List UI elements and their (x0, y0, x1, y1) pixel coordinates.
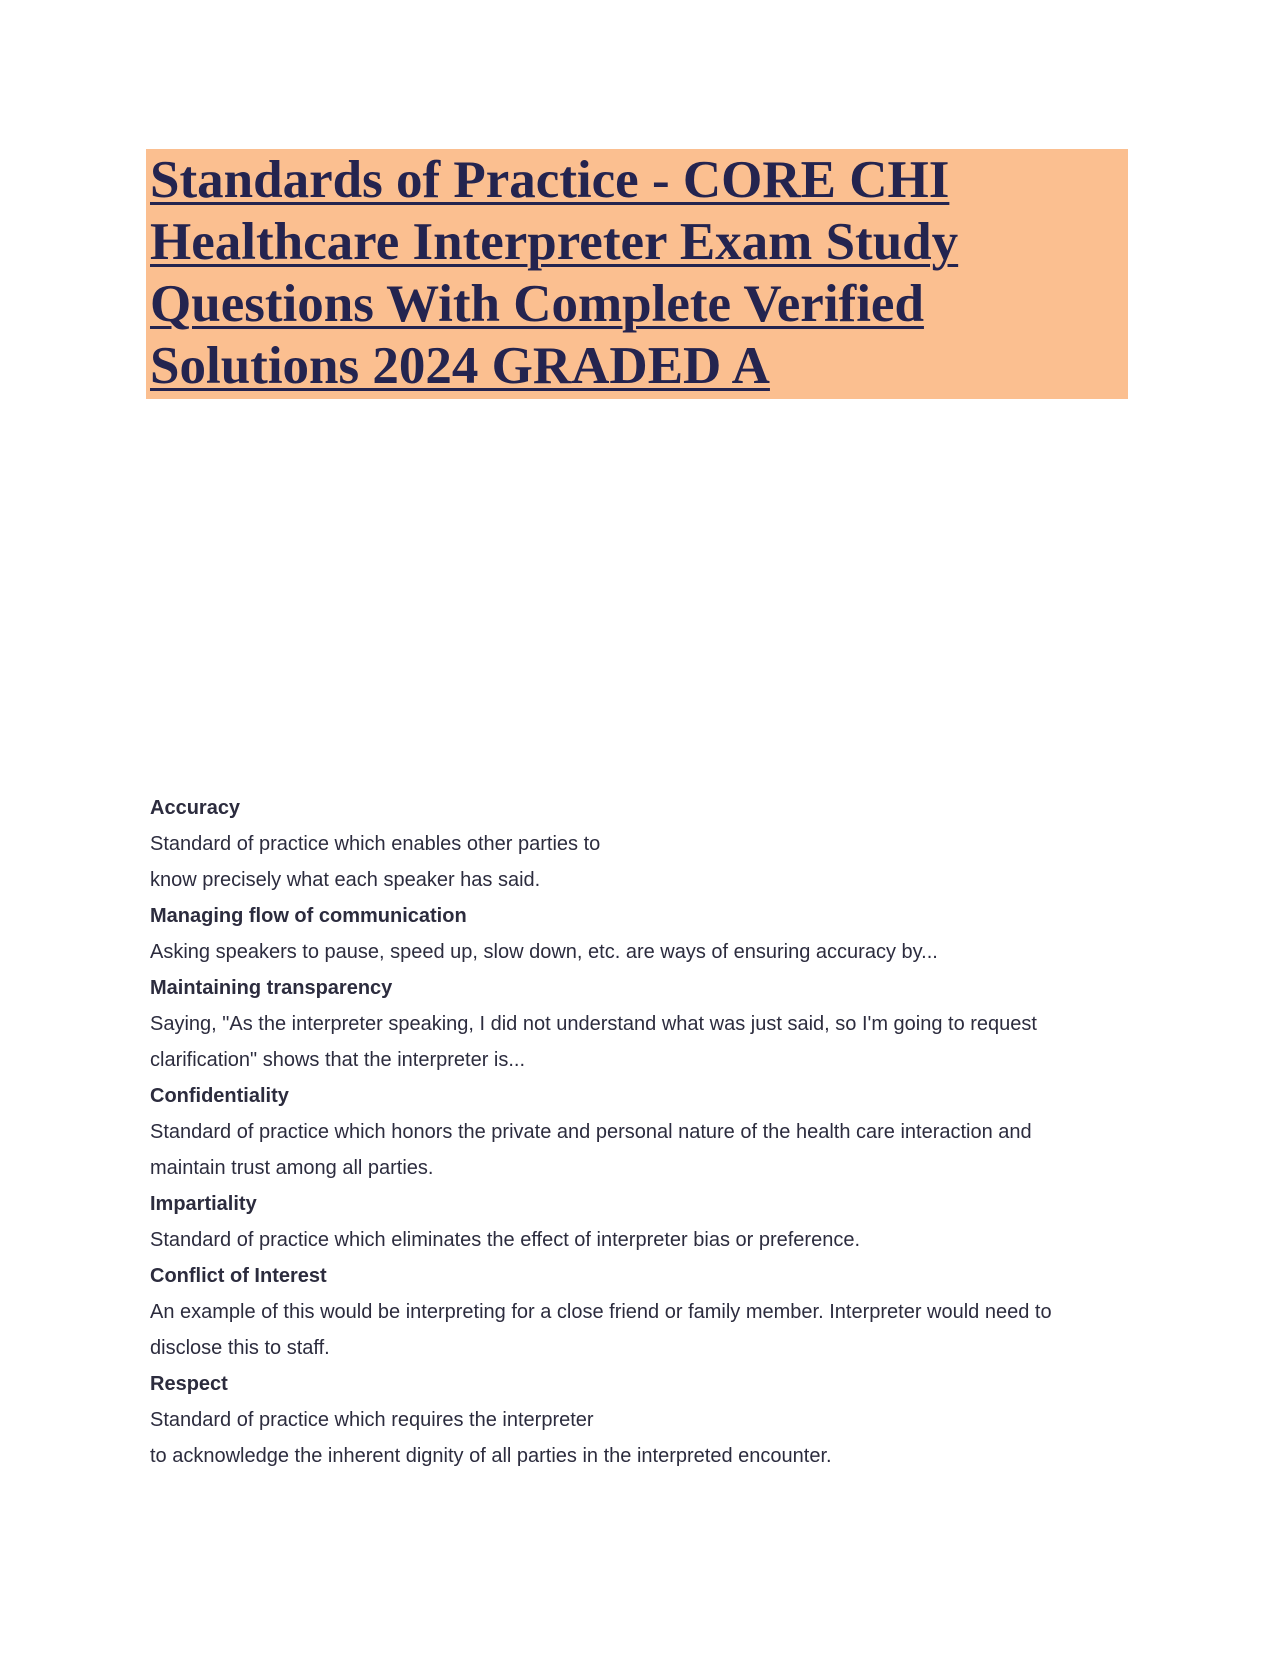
title-line: Questions With Complete Verified (150, 275, 924, 333)
definition-line: Standard of practice which enables other parties to (150, 833, 601, 855)
definition-line: An example of this would be interpreting for a close friend or family member. Interpreter would need to (150, 1301, 1052, 1323)
definition-line: Standard of practice which eliminates the effect of interpreter bias or preference. (150, 1229, 861, 1251)
definition-line: Standard of practice which honors the private and personal nature of the health care interaction and (150, 1121, 1032, 1143)
title-line: Standards of Practice - CORE CHI (150, 151, 950, 209)
definition-line: Standard of practice which requires the interpreter (150, 1409, 594, 1431)
term-respect: Respect (150, 1373, 228, 1395)
title-line: Solutions 2024 GRADED A (150, 337, 770, 395)
definition-line: to acknowledge the inherent dignity of all parties in the interpreted encounter. (150, 1445, 832, 1467)
definition-line: Asking speakers to pause, speed up, slow down, etc. are ways of ensuring accuracy by... (150, 941, 938, 963)
term-confidentiality: Confidentiality (150, 1085, 289, 1107)
definition-line: know precisely what each speaker has said. (150, 869, 541, 891)
definition-line: Saying, "As the interpreter speaking, I did not understand what was just said, so I'm going to request (150, 1013, 1037, 1035)
term-accuracy: Accuracy (150, 797, 241, 819)
term-managing-flow: Managing flow of communication (150, 905, 467, 927)
term-maintaining-transparency: Maintaining transparency (150, 977, 393, 999)
title-line: Healthcare Interpreter Exam Study (150, 213, 959, 271)
term-impartiality: Impartiality (150, 1193, 257, 1215)
definition-line: disclose this to staff. (150, 1337, 330, 1359)
term-conflict-of-interest: Conflict of Interest (150, 1265, 327, 1287)
study-questions-list (150, 790, 1110, 1474)
definition-line: maintain trust among all parties. (150, 1157, 434, 1179)
document-title (146, 149, 1128, 399)
definition-line: clarification" shows that the interpreter is... (150, 1049, 526, 1071)
